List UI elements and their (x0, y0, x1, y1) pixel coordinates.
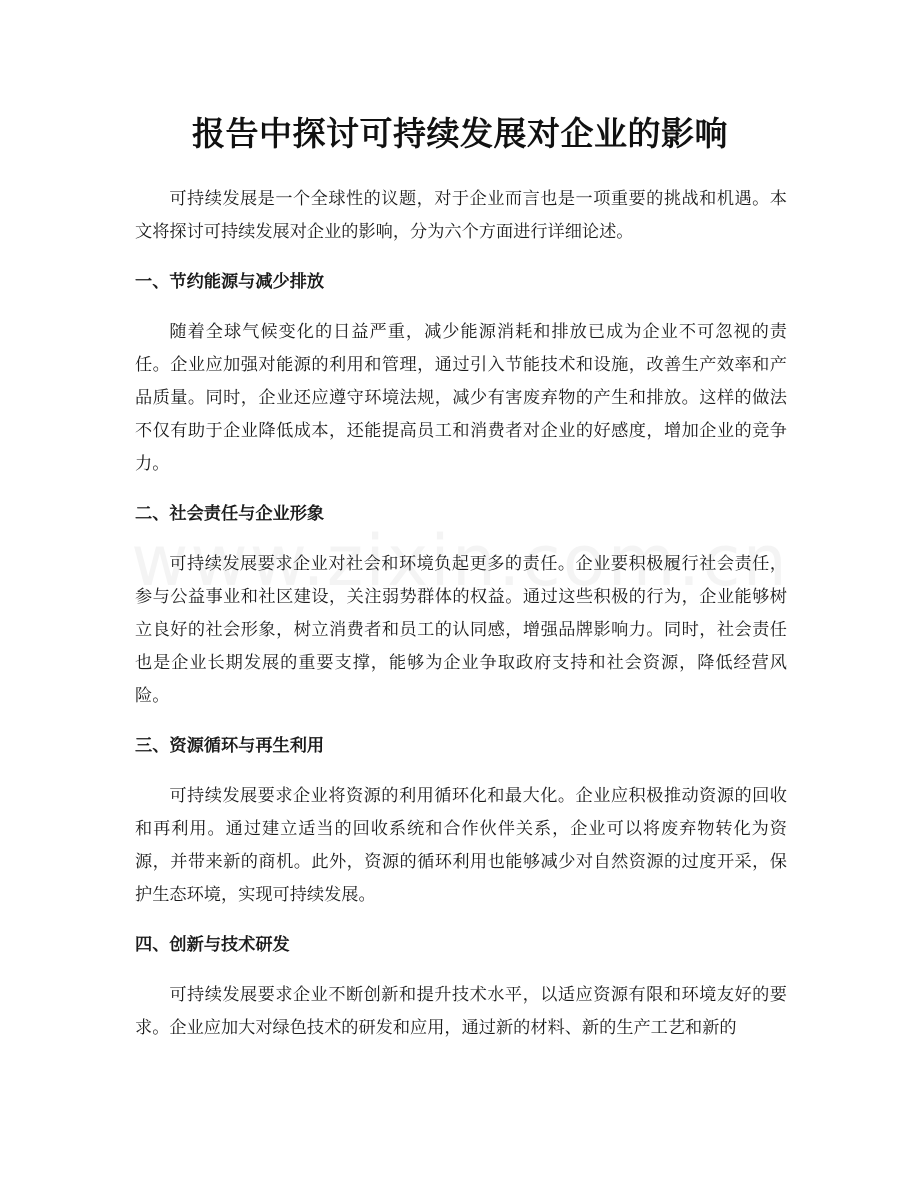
section-body-3: 可持续发展要求企业将资源的利用循环化和最大化。企业应积极推动资源的回收和再利用。通过建立适当的回收系统和合作伙伴关系，企业可以将废弃物转化为资源，并带来新的商机。此外，资源的循环利用也能够减少对自然资源的过度开采，保护生态环境，实现可持续发展。 (135, 786, 787, 905)
section-body-2: 可持续发展要求企业对社会和环境负起更多的责任。企业要积极履行社会责任，参与公益事业和社区建设，关注弱势群体的权益。通过这些积极的行为，企业能够树立良好的社会形象，树立消费者和员工的认同感，增强品牌影响力。同时，社会责任也是企业长期发展的重要支撑，能够为企业争取政府支持和社会资源，降低经营风险。 (135, 554, 787, 706)
section-heading-3: 三、资源循环与再生利用 (135, 736, 325, 756)
section-heading-4: 四、创新与技术研发 (135, 935, 290, 955)
document-body (135, 183, 787, 1045)
section-body-1: 随着全球气候变化的日益严重，减少能源消耗和排放已成为企业不可忽视的责任。企业应加强对能源的利用和管理，通过引入节能技术和设施，改善生产效率和产品质量。同时，企业还应遵守环境法规，减少有害废弃物的产生和排放。这样的做法不仅有助于企业降低成本，还能提高员工和消费者对企业的好感度，增加企业的竞争力。 (135, 322, 787, 474)
section-body-4: 可持续发展要求企业不断创新和提升技术水平，以适应资源有限和环境友好的要求。企业应加大对绿色技术的研发和应用，通过新的材料、新的生产工艺和新的 (135, 985, 787, 1038)
intro-paragraph: 可持续发展是一个全球性的议题，对于企业而言也是一项重要的挑战和机遇。本文将探讨可持续发展对企业的影响，分为六个方面进行详细论述。 (135, 189, 787, 242)
section-heading-1: 一、节约能源与减少排放 (135, 272, 325, 292)
document-title: 报告中探讨可持续发展对企业的影响 (192, 114, 728, 153)
section-heading-2: 二、社会责任与企业形象 (135, 504, 325, 524)
